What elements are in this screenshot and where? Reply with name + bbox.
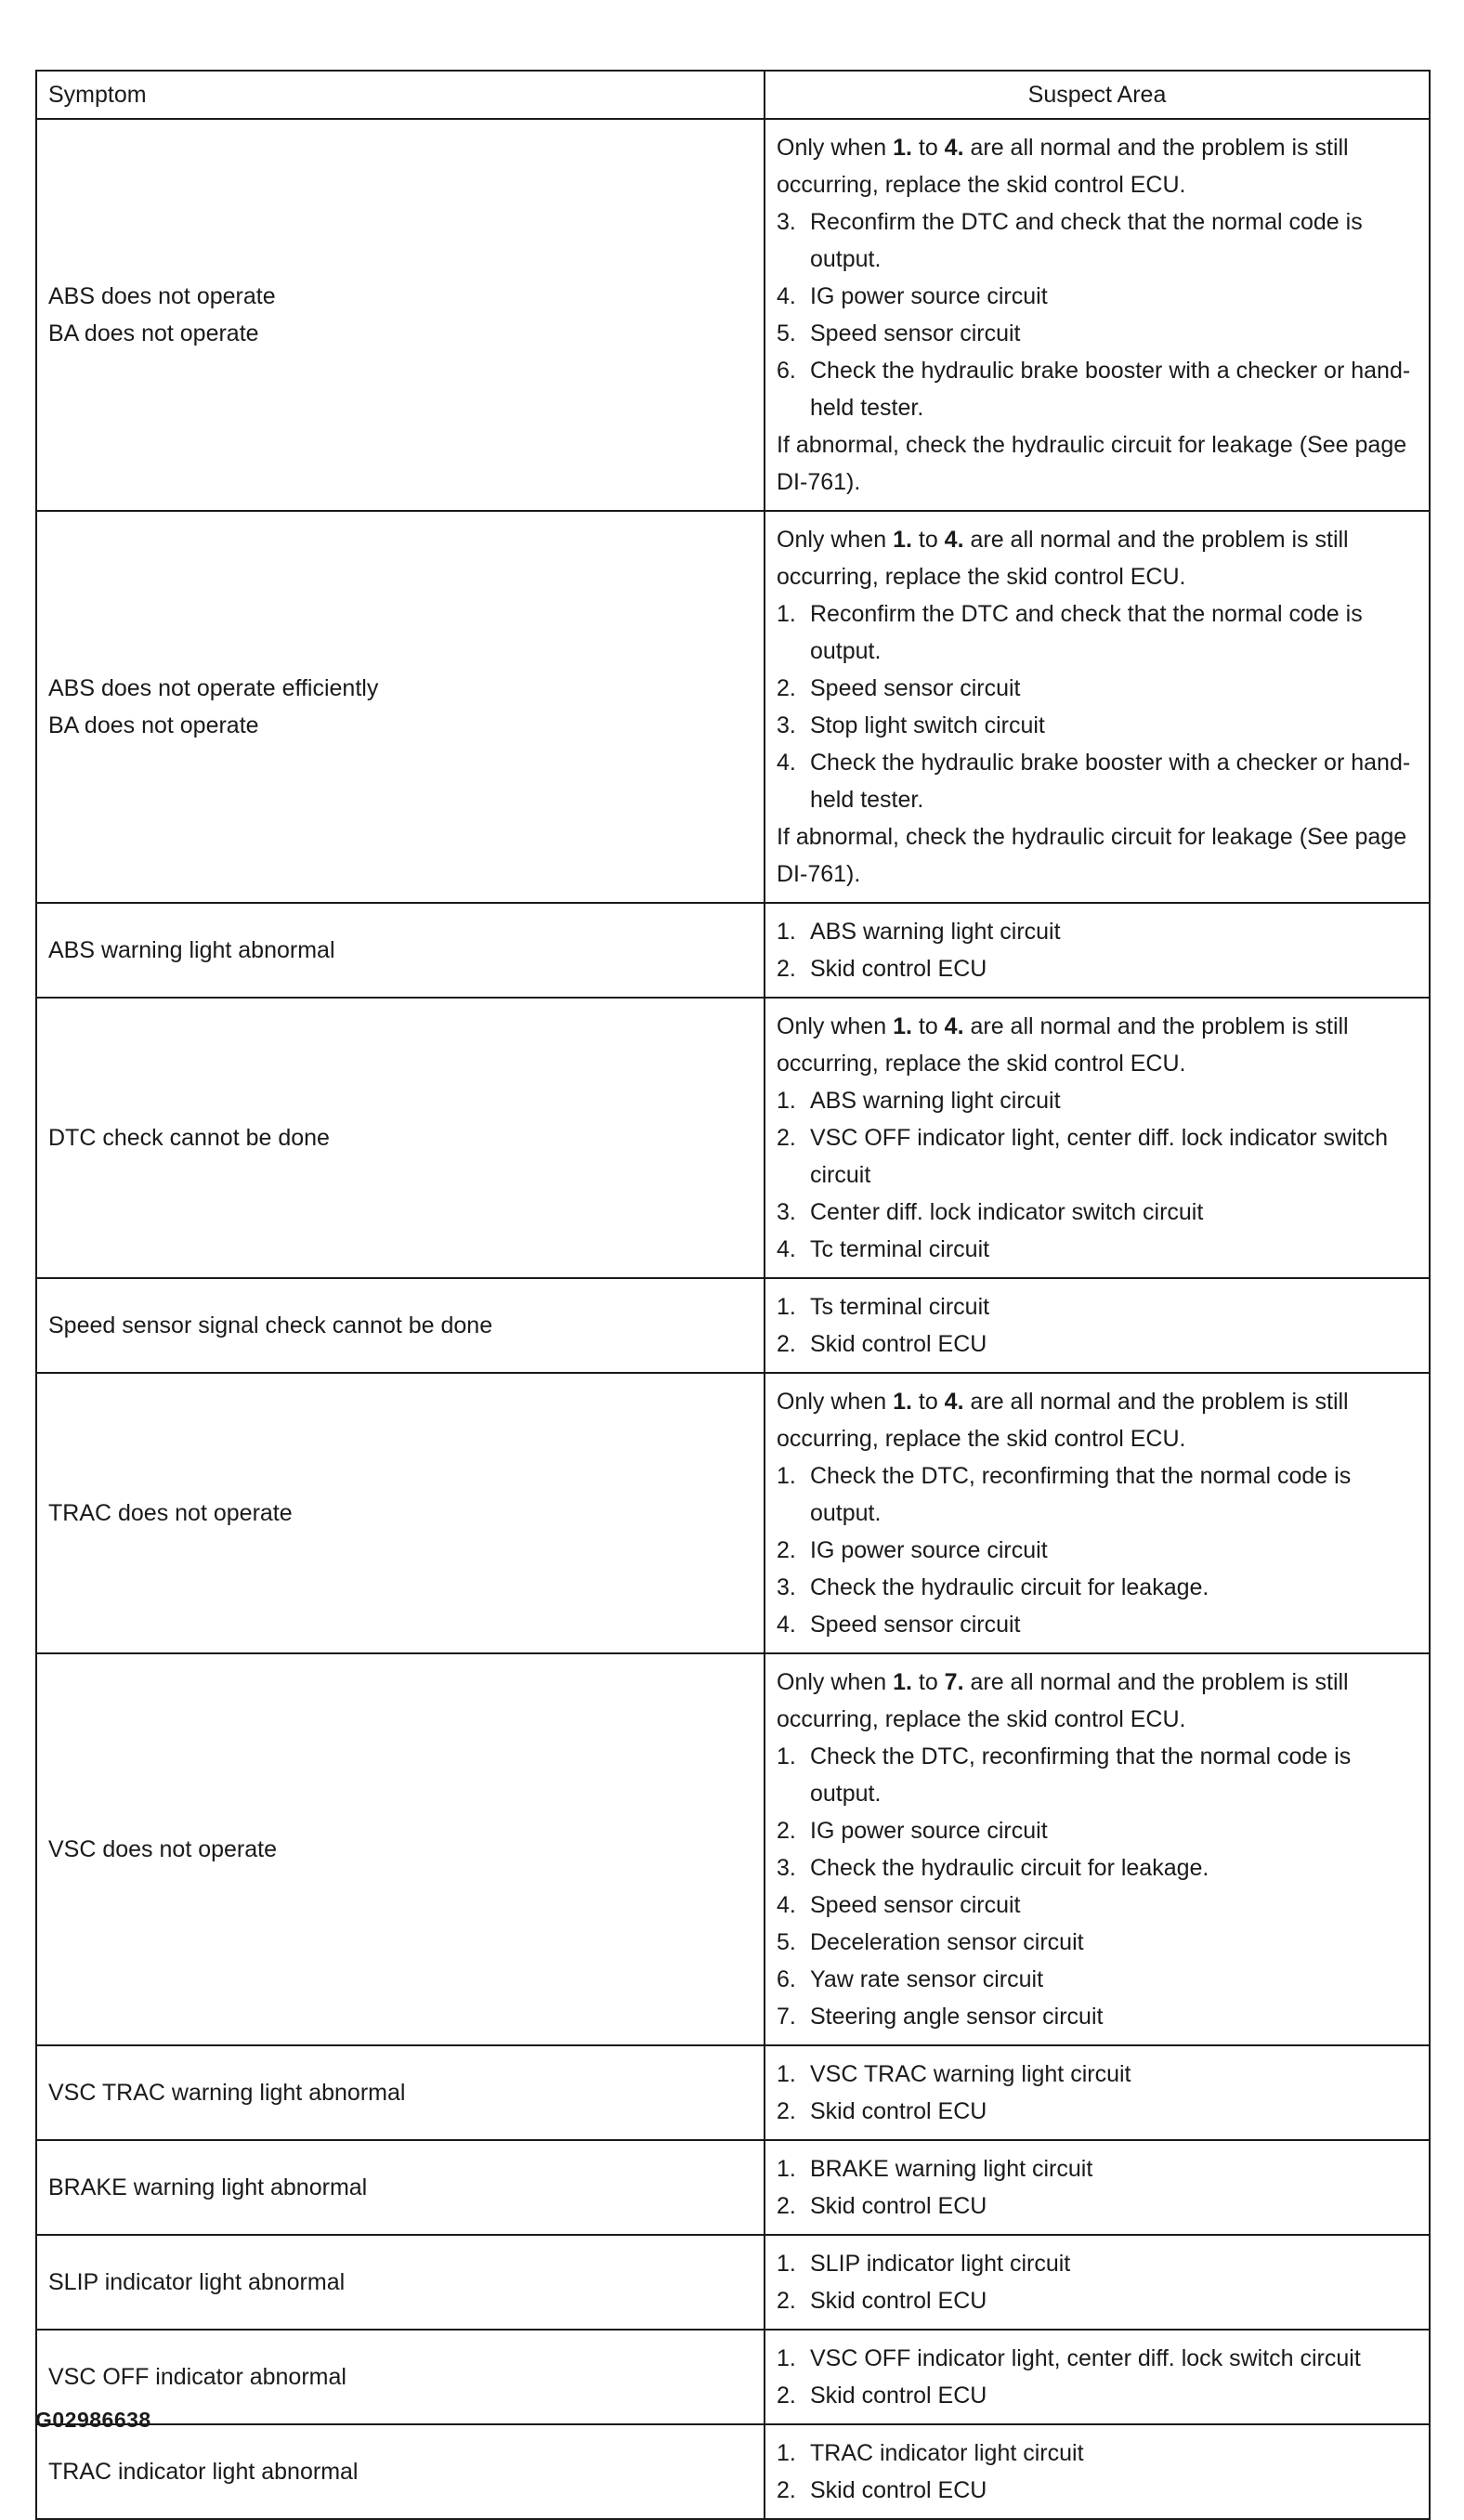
item-text: Speed sensor circuit (810, 320, 1021, 346)
symptom-text: TRAC indicator light abnormal (48, 2459, 359, 2485)
suspect-list (777, 1738, 1418, 2035)
item-number: 3. (777, 712, 796, 738)
item-number: 2. (777, 1125, 796, 1151)
item-number: 5. (777, 320, 796, 346)
suspect-area-cell (765, 2045, 1430, 2140)
item-number: 2. (777, 2383, 796, 2409)
symptom-text: TRAC does not operate (48, 1500, 293, 1526)
condition-ref: 7. (944, 1669, 964, 1695)
item-text: Check the hydraulic brake booster with a checker or hand-held tester. (810, 358, 1411, 421)
list-item (777, 744, 1418, 818)
symptom-text: VSC OFF indicator abnormal (48, 2364, 346, 2390)
item-text: Deceleration sensor circuit (810, 1929, 1084, 1955)
symptom-cell (36, 1653, 765, 2045)
table-row (36, 2330, 1430, 2424)
suspect-list (777, 1288, 1418, 1363)
condition-part: are all normal and the problem is still occurring, replace the skid control ECU. (777, 135, 1349, 198)
list-item (777, 2056, 1418, 2093)
list-item (777, 913, 1418, 950)
list-item (777, 1288, 1418, 1325)
item-text: Speed sensor circuit (810, 1612, 1021, 1638)
condition-part: to (911, 135, 945, 161)
symptom-cell (36, 2424, 765, 2519)
condition-part: Only when (777, 1389, 894, 1415)
item-number: 4. (777, 750, 796, 776)
note-text: If abnormal, check the hydraulic circuit for leakage (See page DI-761). (777, 824, 1407, 887)
list-item (777, 1849, 1418, 1887)
list-item (777, 2472, 1418, 2509)
table-row (36, 2045, 1430, 2140)
suspect-area-cell (765, 2140, 1430, 2235)
list-item (777, 2340, 1418, 2377)
symptom-text: ABS does not operate (48, 283, 276, 309)
list-item (777, 2093, 1418, 2130)
item-number: 2. (777, 2098, 796, 2124)
item-text: Center diff. lock indicator switch circuit (810, 1199, 1204, 1225)
condition-text (777, 521, 1418, 595)
list-item (777, 1569, 1418, 1606)
item-text: Yaw rate sensor circuit (810, 1966, 1044, 1992)
table-row (36, 1653, 1430, 2045)
item-text: IG power source circuit (810, 1818, 1048, 1844)
item-text: Reconfirm the DTC and check that the normal code is output. (810, 601, 1363, 664)
item-text: VSC OFF indicator light, center diff. lock switch circuit (810, 2345, 1361, 2371)
condition-part: Only when (777, 135, 894, 161)
condition-ref: 1. (893, 527, 912, 553)
list-item (777, 1532, 1418, 1569)
symptom-text: ABS does not operate efficiently (48, 675, 379, 701)
list-item (777, 1998, 1418, 2035)
suspect-list (777, 913, 1418, 987)
item-text: BRAKE warning light circuit (810, 2156, 1093, 2182)
item-number: 1. (777, 1088, 796, 1114)
symptom-cell (36, 998, 765, 1278)
symptom-cell (36, 119, 765, 511)
table-row (36, 2140, 1430, 2235)
item-text: Tc terminal circuit (810, 1236, 990, 1262)
item-text: Reconfirm the DTC and check that the normal code is output. (810, 209, 1363, 272)
table-body (36, 119, 1430, 2519)
item-number: 3. (777, 1199, 796, 1225)
item-text: Skid control ECU (810, 2477, 987, 2503)
table-row (36, 1278, 1430, 1373)
item-text: Skid control ECU (810, 956, 987, 982)
item-number: 4. (777, 1892, 796, 1918)
list-item (777, 203, 1418, 278)
header-symptom: Symptom (36, 71, 765, 119)
item-number: 2. (777, 1537, 796, 1563)
item-text: Steering angle sensor circuit (810, 2004, 1104, 2030)
table-row (36, 1373, 1430, 1653)
condition-ref: 1. (893, 1389, 912, 1415)
figure-id: G02986638 (35, 2408, 151, 2432)
list-item (777, 2377, 1418, 2414)
table-header-row (36, 71, 1430, 119)
item-number: 3. (777, 209, 796, 235)
suspect-area-cell (765, 998, 1430, 1278)
item-number: 6. (777, 1966, 796, 1992)
item-text: TRAC indicator light circuit (810, 2440, 1084, 2466)
item-text: Stop light switch circuit (810, 712, 1045, 738)
item-text: Skid control ECU (810, 2193, 987, 2219)
list-item (777, 1961, 1418, 1998)
symptom-cell (36, 1373, 765, 1653)
symptom-text: BA does not operate (48, 320, 259, 346)
item-text: ABS warning light circuit (810, 1088, 1061, 1114)
condition-ref: 1. (893, 1669, 912, 1695)
suspect-list (777, 2340, 1418, 2414)
item-number: 3. (777, 1855, 796, 1881)
suspect-list (777, 2245, 1418, 2319)
condition-ref: 4. (944, 1389, 964, 1415)
suspect-list (777, 1457, 1418, 1643)
list-item (777, 1924, 1418, 1961)
item-number: 4. (777, 1612, 796, 1638)
item-text: Skid control ECU (810, 2383, 987, 2409)
item-number: 2. (777, 956, 796, 982)
symptom-cell (36, 2045, 765, 2140)
condition-part: Only when (777, 1013, 894, 1039)
list-item (777, 315, 1418, 352)
item-number: 1. (777, 2251, 796, 2277)
item-number: 1. (777, 2061, 796, 2087)
item-number: 2. (777, 675, 796, 701)
item-number: 7. (777, 2004, 796, 2030)
item-text: Skid control ECU (810, 1331, 987, 1357)
suspect-list (777, 203, 1418, 426)
list-item (777, 670, 1418, 707)
symptom-text: SLIP indicator light abnormal (48, 2269, 346, 2295)
table-row (36, 2424, 1430, 2519)
suspect-list (777, 1082, 1418, 1268)
item-text: Check the DTC, reconfirming that the normal code is output. (810, 1743, 1352, 1807)
item-number: 4. (777, 283, 796, 309)
suspect-list (777, 2150, 1418, 2225)
condition-part: to (911, 1389, 945, 1415)
item-number: 5. (777, 1929, 796, 1955)
table-row (36, 998, 1430, 1278)
list-item (777, 1119, 1418, 1194)
condition-ref: 4. (944, 527, 964, 553)
suspect-area-cell (765, 903, 1430, 998)
item-text: ABS warning light circuit (810, 919, 1061, 945)
symptom-text: VSC does not operate (48, 1836, 277, 1862)
condition-text (777, 1664, 1418, 1738)
symptom-cell (36, 1278, 765, 1373)
list-item (777, 1812, 1418, 1849)
suspect-list (777, 2056, 1418, 2130)
item-number: 1. (777, 2440, 796, 2466)
list-item (777, 950, 1418, 987)
item-number: 1. (777, 1463, 796, 1489)
symptom-cell (36, 2235, 765, 2330)
suspect-area-cell (765, 2330, 1430, 2424)
suspect-area-cell (765, 511, 1430, 903)
symptom-text: ABS warning light abnormal (48, 937, 335, 963)
table-row (36, 511, 1430, 903)
table-row (36, 2235, 1430, 2330)
item-text: Check the DTC, reconfirming that the normal code is output. (810, 1463, 1352, 1526)
item-number: 2. (777, 1331, 796, 1357)
item-text: SLIP indicator light circuit (810, 2251, 1071, 2277)
condition-part: to (911, 527, 945, 553)
list-item (777, 2187, 1418, 2225)
item-text: Check the hydraulic circuit for leakage. (810, 1574, 1209, 1600)
item-text: Ts terminal circuit (810, 1294, 990, 1320)
item-number: 4. (777, 1236, 796, 1262)
list-item (777, 1082, 1418, 1119)
suspect-list (777, 2435, 1418, 2509)
list-item (777, 2435, 1418, 2472)
symptom-text: VSC TRAC warning light abnormal (48, 2080, 406, 2106)
list-item (777, 352, 1418, 426)
item-number: 1. (777, 601, 796, 627)
list-item (777, 1738, 1418, 1812)
list-item (777, 2245, 1418, 2282)
suspect-list (777, 595, 1418, 818)
diagnosis-table (35, 70, 1431, 2520)
item-number: 1. (777, 1743, 796, 1769)
condition-part: are all normal and the problem is still occurring, replace the skid control ECU. (777, 527, 1349, 590)
suspect-area-cell (765, 2424, 1430, 2519)
item-number: 1. (777, 919, 796, 945)
condition-ref: 4. (944, 135, 964, 161)
table-row (36, 119, 1430, 511)
condition-part: are all normal and the problem is still occurring, replace the skid control ECU. (777, 1669, 1349, 1732)
list-item (777, 1457, 1418, 1532)
condition-part: to (911, 1669, 945, 1695)
item-number: 2. (777, 2288, 796, 2314)
condition-part: Only when (777, 1669, 894, 1695)
symptom-text: Speed sensor signal check cannot be done (48, 1312, 493, 1338)
item-number: 6. (777, 358, 796, 384)
item-text: Skid control ECU (810, 2098, 987, 2124)
item-text: VSC OFF indicator light, center diff. lock indicator switch circuit (810, 1125, 1388, 1188)
symptom-cell (36, 2140, 765, 2235)
item-text: Speed sensor circuit (810, 1892, 1021, 1918)
condition-part: are all normal and the problem is still occurring, replace the skid control ECU. (777, 1389, 1349, 1452)
item-number: 1. (777, 1294, 796, 1320)
list-item (777, 2150, 1418, 2187)
list-item (777, 1887, 1418, 1924)
list-item (777, 595, 1418, 670)
condition-ref: 1. (893, 1013, 912, 1039)
suspect-area-cell (765, 1653, 1430, 2045)
suspect-area-cell (765, 1278, 1430, 1373)
item-number: 1. (777, 2345, 796, 2371)
condition-part: to (911, 1013, 945, 1039)
list-item (777, 1606, 1418, 1643)
symptom-text: BA does not operate (48, 712, 259, 738)
list-item (777, 707, 1418, 744)
list-item (777, 278, 1418, 315)
item-text: IG power source circuit (810, 1537, 1048, 1563)
item-number: 3. (777, 1574, 796, 1600)
item-text: Check the hydraulic brake booster with a checker or hand-held tester. (810, 750, 1411, 813)
suspect-area-cell (765, 119, 1430, 511)
condition-ref: 4. (944, 1013, 964, 1039)
item-text: IG power source circuit (810, 283, 1048, 309)
condition-text (777, 129, 1418, 203)
symptom-cell (36, 511, 765, 903)
condition-part: Only when (777, 527, 894, 553)
table-row (36, 903, 1430, 998)
item-text: Check the hydraulic circuit for leakage. (810, 1855, 1209, 1881)
item-text: VSC TRAC warning light circuit (810, 2061, 1131, 2087)
item-number: 2. (777, 2477, 796, 2503)
item-text: Speed sensor circuit (810, 675, 1021, 701)
note-text: If abnormal, check the hydraulic circuit for leakage (See page DI-761). (777, 432, 1407, 495)
symptom-text: BRAKE warning light abnormal (48, 2174, 368, 2200)
item-text: Skid control ECU (810, 2288, 987, 2314)
suspect-area-cell (765, 2235, 1430, 2330)
item-number: 2. (777, 2193, 796, 2219)
condition-text (777, 1008, 1418, 1082)
list-item (777, 2282, 1418, 2319)
suspect-area-cell (765, 1373, 1430, 1653)
condition-part: are all normal and the problem is still occurring, replace the skid control ECU. (777, 1013, 1349, 1077)
list-item (777, 1194, 1418, 1231)
item-number: 2. (777, 1818, 796, 1844)
list-item (777, 1231, 1418, 1268)
list-item (777, 1325, 1418, 1363)
symptom-text: DTC check cannot be done (48, 1125, 330, 1151)
symptom-cell (36, 903, 765, 998)
condition-text (777, 1383, 1418, 1457)
item-number: 1. (777, 2156, 796, 2182)
header-suspect-area: Suspect Area (765, 71, 1430, 119)
condition-ref: 1. (893, 135, 912, 161)
